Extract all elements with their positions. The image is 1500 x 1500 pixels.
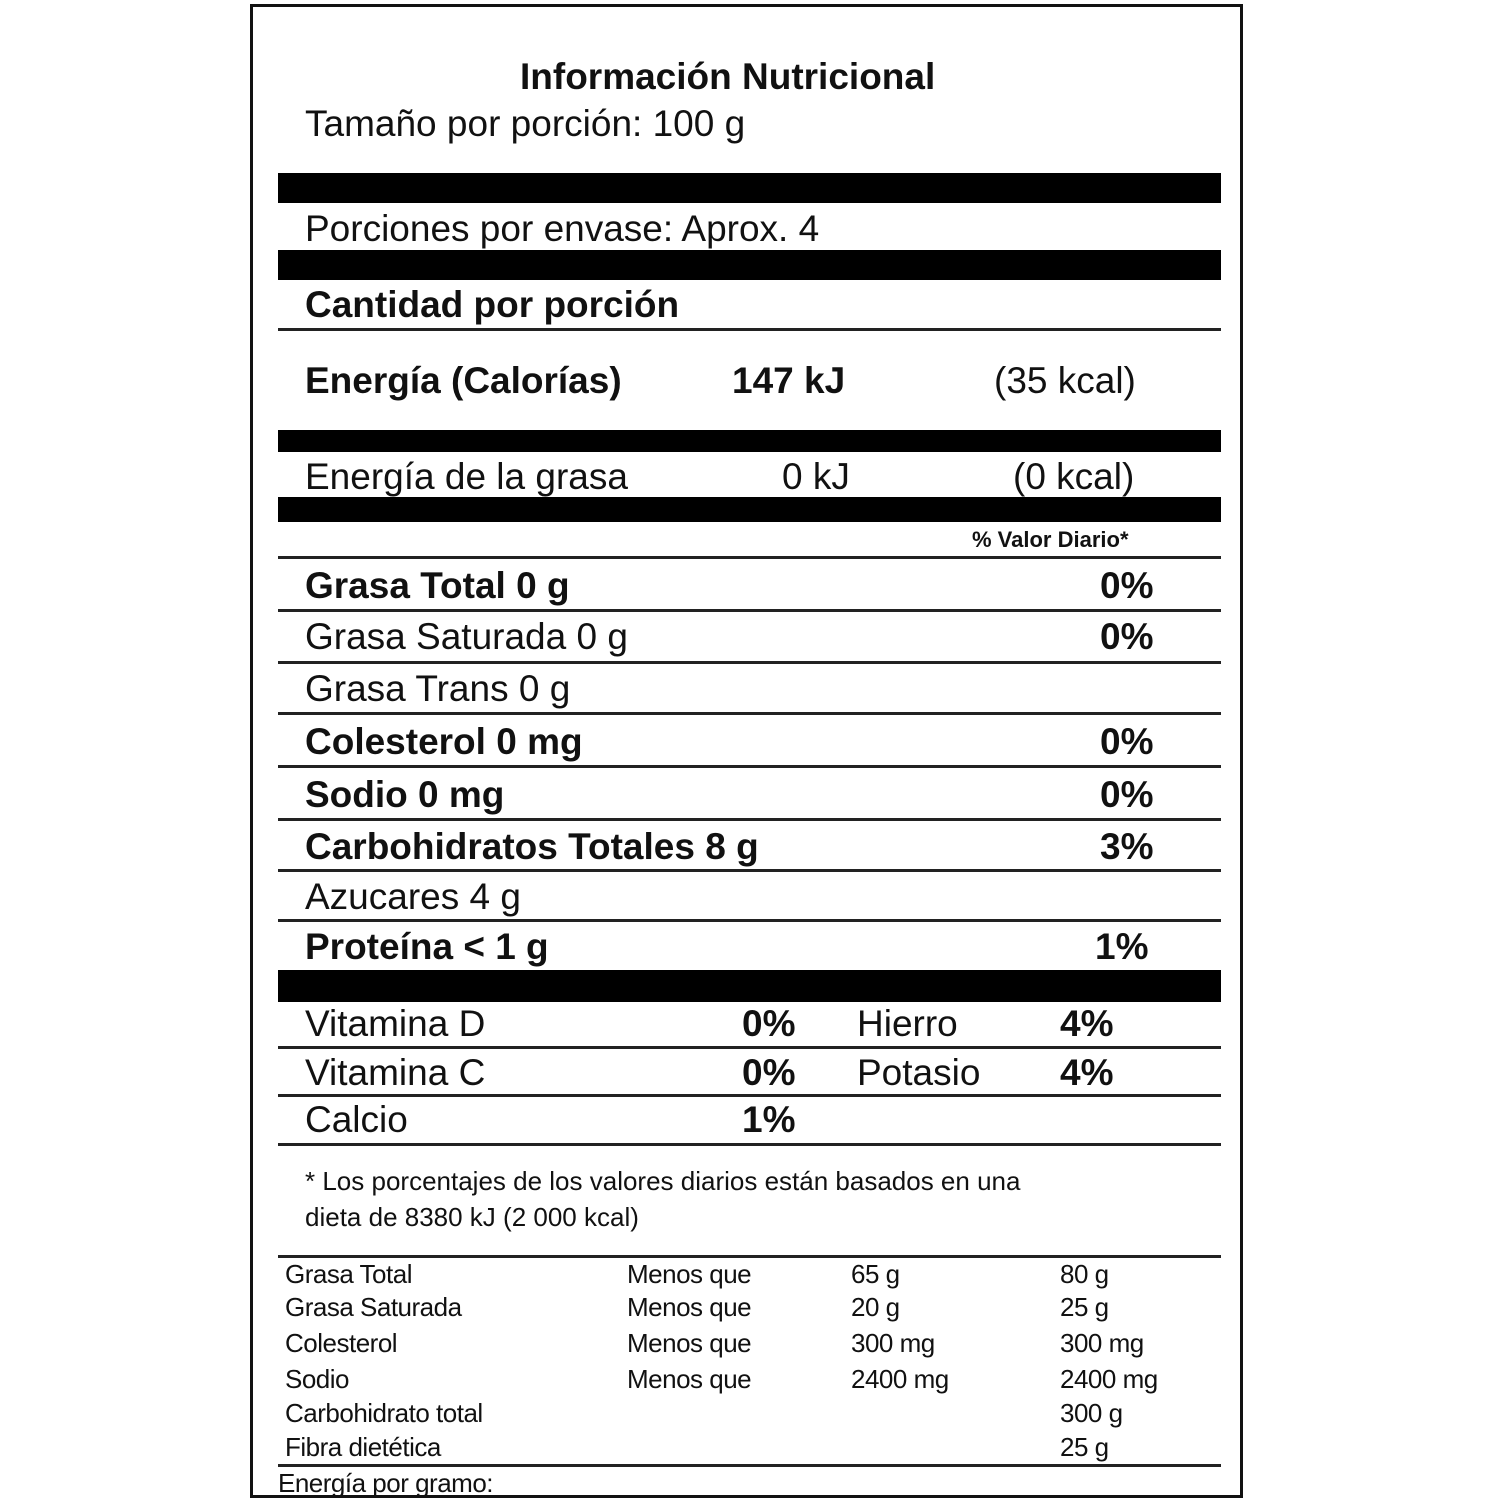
reference-qualifier: Menos que [627,1292,752,1322]
divider-thin [278,1046,1221,1049]
footnote-line-2: dieta de 8380 kJ (2 000 kcal) [305,1202,639,1232]
nutrient-row-label: Sodio 0 mg [305,774,505,815]
reference-value-2000: 65 g [851,1259,900,1289]
nutrient-row-label: Azucares 4 g [305,876,521,917]
mineral-name: Hierro [857,1003,958,1044]
mineral-value: 4% [1060,1052,1114,1093]
energy-kj: 147 kJ [732,360,846,401]
mineral-name: Potasio [857,1052,981,1093]
reference-qualifier: Menos que [627,1328,752,1358]
divider-thin [278,1255,1221,1258]
amount-per-serving: Cantidad por porción [305,284,680,325]
vitamin-value: 0% [742,1052,796,1093]
nutrient-row-dv: 0% [1100,774,1154,815]
divider-thin [278,661,1221,664]
energy-per-gram: Energía por gramo: [278,1468,494,1498]
vitamin-name: Vitamina C [305,1052,486,1093]
daily-value-header: % Valor Diario* [972,527,1129,552]
nutrient-row-label: Grasa Trans 0 g [305,668,571,709]
label-title: Información Nutricional [520,56,936,97]
vitamin-value: 1% [742,1099,796,1140]
reference-nutrient: Colesterol [285,1328,398,1358]
divider-thin [278,818,1221,821]
nutrient-row-dv: 0% [1100,721,1154,762]
divider-thin [278,1094,1221,1097]
divider-thin [278,919,1221,922]
footnote-line-1: * Los porcentajes de los valores diarios están basados en una [305,1166,1021,1196]
reference-nutrient: Grasa Saturada [285,1292,462,1322]
divider-thick [278,250,1221,280]
divider-thick [278,173,1221,203]
vitamin-name: Vitamina D [305,1003,486,1044]
reference-nutrient: Carbohidrato total [285,1398,483,1428]
energy-fat-kcal: (0 kcal) [1013,456,1135,497]
reference-value-2500: 25 g [1060,1432,1109,1462]
energy-label: Energía (Calorías) [305,360,622,401]
servings-per-container: Porciones por envase: Aprox. 4 [305,208,820,249]
vitamin-name: Calcio [305,1099,408,1140]
reference-nutrient: Sodio [285,1364,349,1394]
reference-value-2500: 300 g [1060,1398,1123,1428]
nutrient-row-dv: 0% [1100,565,1154,606]
vitamin-value: 0% [742,1003,796,1044]
mineral-value: 4% [1060,1003,1114,1044]
reference-value-2500: 80 g [1060,1259,1109,1289]
divider-thin [278,1143,1221,1146]
nutrient-row-label: Carbohidratos Totales 8 g [305,826,759,867]
reference-nutrient: Fibra dietética [285,1432,441,1462]
divider-thin [278,1464,1221,1467]
nutrient-row-label: Proteína < 1 g [305,926,549,967]
divider-thin [278,712,1221,715]
reference-value-2500: 25 g [1060,1292,1109,1322]
reference-value-2000: 2400 mg [851,1364,949,1394]
reference-value-2500: 300 mg [1060,1328,1144,1358]
energy-fat-label: Energía de la grasa [305,456,628,497]
divider-thick [278,430,1221,452]
energy-fat-kj: 0 kJ [782,456,850,497]
nutrient-row-label: Grasa Total 0 g [305,565,570,606]
nutrient-row-dv: 1% [1095,926,1149,967]
reference-value-2500: 2400 mg [1060,1364,1158,1394]
nutrient-row-dv: 3% [1100,826,1154,867]
energy-kcal: (35 kcal) [994,360,1136,401]
nutrient-row-dv: 0% [1100,616,1154,657]
divider-thin [278,556,1221,559]
serving-size: Tamaño por porción: 100 g [305,103,746,144]
divider-thin [278,765,1221,768]
nutrient-row-label: Colesterol 0 mg [305,721,583,762]
reference-nutrient: Grasa Total [285,1259,412,1289]
reference-value-2000: 20 g [851,1292,900,1322]
divider-thick [278,970,1221,1002]
reference-qualifier: Menos que [627,1259,752,1289]
divider-thin [278,609,1221,612]
divider-thin [278,328,1221,331]
nutrient-row-label: Grasa Saturada 0 g [305,616,628,657]
divider-thin [278,869,1221,872]
divider-thick [278,497,1221,522]
reference-qualifier: Menos que [627,1364,752,1394]
reference-value-2000: 300 mg [851,1328,935,1358]
